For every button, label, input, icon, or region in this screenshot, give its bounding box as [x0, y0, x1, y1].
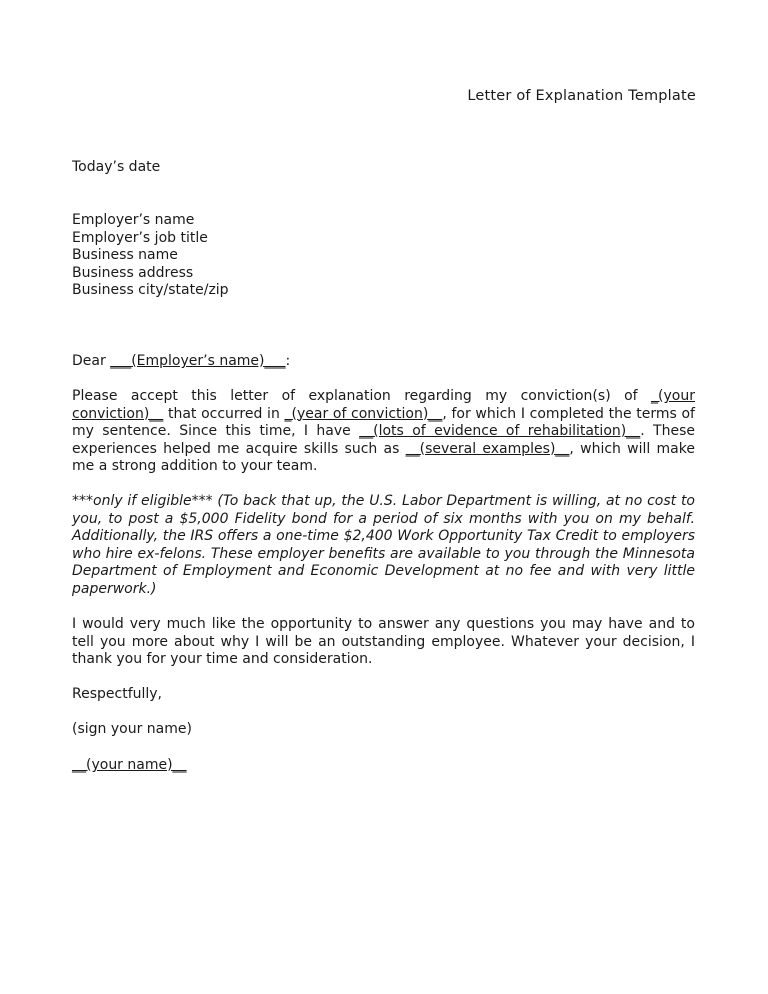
paragraph-closing-remarks: I would very much like the opportunity to answer any questions you may have and to tell you more about why I will be an outstanding employee. Whatever your decision, I thank you for your time and consideration.	[72, 616, 695, 667]
recipient-name: Employer’s name	[72, 212, 195, 228]
your-name-blank: __(your name)__	[72, 757, 187, 773]
salutation-prefix: Dear	[72, 353, 111, 369]
salutation	[72, 353, 695, 371]
paragraph-text: that occurred in	[163, 405, 285, 422]
name-line	[72, 757, 695, 775]
paragraph-text: , which will make me a strong addition to your team.	[72, 440, 695, 474]
year-of-conviction-blank: _(year of conviction)__	[284, 405, 443, 422]
rehabilitation-evidence-blank: __(lots of evidence of rehabilitation)__	[359, 423, 641, 439]
recipient-business-name: Business name	[72, 247, 178, 263]
closing-salutation: Respectfully,	[72, 686, 163, 702]
recipient-city-state-zip: Business city/state/zip	[72, 282, 229, 298]
signature-line: (sign your name)	[72, 721, 192, 737]
paragraph-text: Please accept this letter of explanation regarding my conviction(s) of	[72, 388, 652, 404]
recipient-address	[72, 212, 695, 300]
paragraph-explanation	[72, 388, 695, 476]
skill-examples-blank: __(several examples)__	[405, 440, 570, 457]
recipient-business-address: Business address	[72, 264, 194, 281]
paragraph-text: . These experiences helped me acquire skills such as	[72, 423, 695, 457]
employer-name-blank: ___(Employer’s name)___	[110, 353, 286, 369]
document-title: Letter of Explanation Template	[467, 88, 696, 104]
conviction-blank: _(your conviction)__	[72, 388, 695, 422]
recipient-job-title: Employer’s job title	[72, 229, 208, 246]
paragraph-text: , for which I completed the terms of my sentence. Since this time, I have	[72, 405, 695, 439]
paragraph-eligibility: ***only if eligible*** (To back that up, the U.S. Labor Department is willing, at no cost to you, to post a $5,000 Fidelity bond for a period of six months with you on my behalf. Additionally, the IRS offers a one-time $2,400 Work Opportunity Tax Credit to employers who hire ex-felons. These employer benefits are available to you through the Minnesota Department of Employment and Economic Development at no fee and with very little paperwork.)	[72, 493, 695, 597]
date-line: Today’s date	[72, 159, 161, 175]
salutation-suffix: :	[285, 353, 291, 369]
